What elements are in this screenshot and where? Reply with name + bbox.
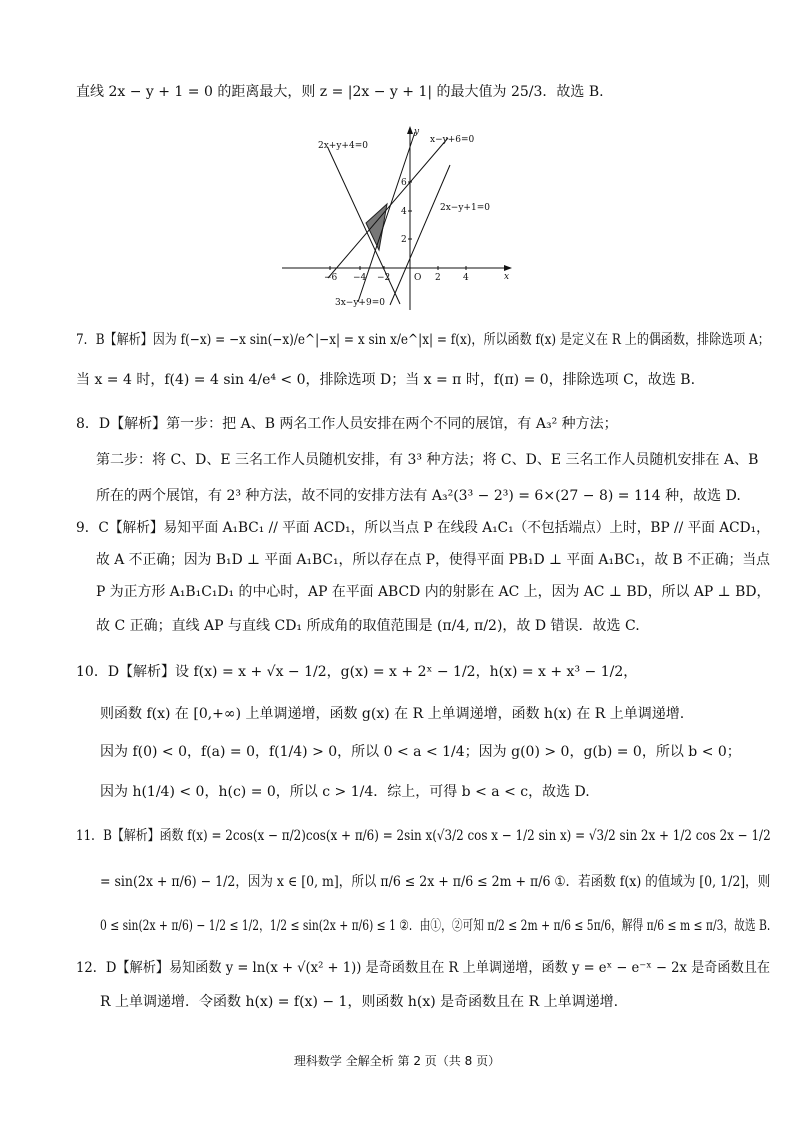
label-x-minus-y-plus-6: x−y+6=0: [430, 135, 475, 145]
page-footer: 理科数学 全解全析 第 2 页（共 8 页）: [293, 1054, 501, 1068]
text-line-q12-a: 12．D【解析】易知函数 y = ln(x + √(x² + 1)) 是奇函数且在 R 上单调递增，函数 y = eˣ − e⁻ˣ − 2x 是奇函数且在: [76, 960, 771, 976]
text-line-q10-d: 因为 h(1/4) < 0，h(c) = 0，所以 c > 1/4．综上，可得 b < a < c，故选 D.: [100, 784, 590, 800]
x-tick-label: 2: [435, 273, 441, 283]
x-tick-label: 4: [463, 273, 469, 283]
y-axis-arrow: [407, 126, 413, 134]
text-line-q9-d: 故 C 正确；直线 AP 与直线 CD₁ 所成角的取值范围是 (π/4, π/2)，故 D 错误．故选 C.: [96, 618, 640, 634]
feasible-region: [366, 204, 387, 250]
text-line-q11-b: = sin(2x + π/6) − 1/2，因为 x ∈ [0, m]，所以 π/6 ≤ 2x + π/6 ≤ 2m + π/6 ①．若函数 f(x) 的值域为 [0, 1/2]，则: [100, 874, 771, 890]
x-axis-arrow: [504, 265, 512, 271]
y-axis-label: y: [414, 127, 420, 137]
text-line-q11-c: 0 ≤ sin(2x + π/6) − 1/2 ≤ 1/2，1/2 ≤ sin(2x + π/6) ≤ 1 ②．由①，②可知 π/2 ≤ 2m + π/6 ≤ 5π/6，解得 π/6 ≤ m ≤ π/3，故选 B.: [100, 918, 771, 934]
text-line-q7-b: 当 x = 4 时，f(4) = 4 sin 4/e⁴ < 0，排除选项 D；当 x = π 时，f(π) = 0，排除选项 C，故选 B.: [76, 372, 696, 388]
text-line-q12-b: R 上单调递增．令函数 h(x) = f(x) − 1，则函数 h(x) 是奇函数且在 R 上单调递增.: [100, 994, 619, 1010]
y-tick-label: 6: [401, 178, 407, 188]
text-line-intro: 直线 2x − y + 1 = 0 的距离最大，则 z = |2x − y + 1| 的最大值为 25/3．故选 B.: [76, 84, 604, 100]
text-line-q9-b: 故 A 不正确；因为 B₁D ⊥ 平面 A₁BC₁，所以存在点 P，使得平面 PB₁D ⊥ 平面 A₁BC₁，故 B 不正确；当点: [96, 552, 770, 568]
text-line-q7-a: 7．B【解析】因为 f(−x) = −x sin(−x)/e^|−x| = x sin x/e^|x| = f(x)，所以函数 f(x) 是定义在 R 上的偶函数，排除选项 A；: [76, 332, 770, 348]
text-line-q9-a: 9．C【解析】易知平面 A₁BC₁ // 平面 ACD₁，所以当点 P 在线段 A₁C₁（不包括端点）上时，BP // 平面 ACD₁，: [76, 520, 770, 536]
x-axis-label: x: [504, 272, 510, 282]
text-line-q9-c: P 为正方形 A₁B₁C₁D₁ 的中心时，AP 在平面 ABCD 内的射影在 AC 上，因为 AC ⊥ BD，所以 AP ⊥ BD，: [96, 584, 771, 600]
origin-label: O: [414, 273, 422, 283]
x-tick-label: −2: [377, 273, 391, 283]
linear-programming-graph: [280, 120, 520, 312]
text-line-q11-a: 11．B【解析】函数 f(x) = 2cos(x − π/2)cos(x + π/6) = 2sin x(√3/2 cos x − 1/2 sin x) = √3/2 sin 2x + 1/2 cos 2x − 1/2: [76, 828, 771, 844]
text-line-q8-b: 第二步：将 C、D、E 三名工作人员随机安排，有 3³ 种方法；将 C、D、E 三名工作人员随机安排在 A、B: [96, 452, 759, 468]
text-line-q10-c: 因为 f(0) < 0，f(a) = 0，f(1/4) > 0，所以 0 < a < 1/4；因为 g(0) > 0，g(b) = 0，所以 b < 0；: [100, 744, 741, 760]
text-line-q8-c: 所在的两个展馆，有 2³ 种方法，故不同的安排方法有 A₃²(3³ − 2³) = 6×(27 − 8) = 114 种，故选 D.: [96, 488, 741, 504]
x-tick-label: −4: [353, 273, 367, 283]
label-2x-plus-y-plus-4: 2x+y+4=0: [318, 141, 368, 151]
y-tick-label: 4: [401, 207, 407, 217]
x-tick-label: −6: [324, 273, 338, 283]
line-x-minus-y-plus-6: [328, 138, 448, 278]
text-line-q8-a: 8．D【解析】第一步：把 A、B 两名工作人员安排在两个不同的展馆，有 A₃² 种方法；: [76, 416, 618, 432]
label-3x-minus-y-plus-9: 3x−y+9=0: [335, 298, 385, 308]
line-2x-minus-y-plus-1: [390, 165, 450, 305]
y-tick-label: 2: [401, 235, 407, 245]
text-line-q10-b: 则函数 f(x) 在 [0,+∞) 上单调递增，函数 g(x) 在 R 上单调递增，函数 h(x) 在 R 上单调递增.: [100, 706, 685, 722]
text-line-q10-a: 10．D【解析】设 f(x) = x + √x − 1/2，g(x) = x + 2ˣ − 1/2，h(x) = x + x³ − 1/2，: [76, 664, 638, 680]
label-2x-minus-y-plus-1: 2x−y+1=0: [440, 203, 490, 213]
